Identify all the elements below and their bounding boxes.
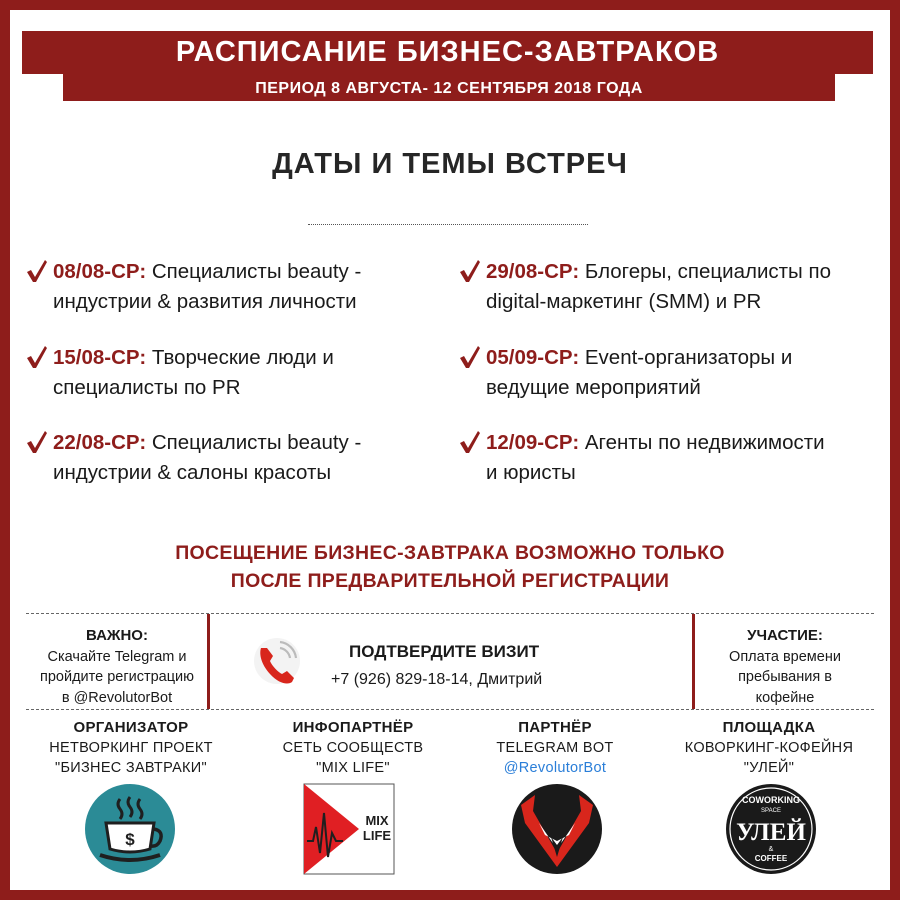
participation-text: пребывания в <box>738 669 832 685</box>
schedule-date: 08/08-СР: <box>53 260 147 283</box>
partner-name: "MIX LIFE" <box>316 760 390 776</box>
page-title: РАСПИСАНИЕ БИЗНЕС-ЗАВТРАКОВ <box>22 31 873 74</box>
important-heading: ВАЖНО: <box>86 627 148 644</box>
partner-role: ПЛОЩАДКА <box>722 719 816 736</box>
divider <box>26 613 874 614</box>
partner-name: НЕТВОРКИНГ ПРОЕКТ <box>49 740 213 756</box>
mix-life-text: LIFE <box>362 828 392 843</box>
period-subtitle: ПЕРИОД 8 АВГУСТА- 12 СЕНТЯБРЯ 2018 ГОДА <box>63 74 835 101</box>
schedule-topic-cont: ведущие мероприятий <box>486 376 701 399</box>
partner-organizer <box>26 718 236 778</box>
schedule-topic-cont: специалисты по PR <box>53 376 241 399</box>
checkmark-icon <box>26 259 48 283</box>
schedule-date: 05/09-СР: <box>486 346 580 369</box>
checkmark-icon <box>459 259 481 283</box>
partner-role: ОРГАНИЗАТОР <box>73 719 189 736</box>
uley-logo <box>725 783 817 875</box>
schedule-topic: Специалисты beauty - <box>146 431 362 454</box>
bot-link[interactable]: @RevolutorBot <box>503 760 607 776</box>
partner-telegram-bot <box>450 718 660 778</box>
uley-amp-text: & <box>768 846 774 853</box>
schedule-date: 29/08-СР: <box>486 260 580 283</box>
section-title: ДАТЫ И ТЕМЫ ВСТРЕЧ <box>272 148 628 180</box>
schedule-topic-cont: индустрии & развития личности <box>53 290 357 313</box>
participation-text: кофейне <box>755 689 815 706</box>
schedule-topic-cont: индустрии & салоны красоты <box>53 461 332 484</box>
uley-main-text: УЛЕЙ <box>736 819 806 846</box>
important-text: в @RevolutorBot <box>61 689 173 706</box>
contact-phone: +7 (926) 829-18-14, Дмитрий <box>331 671 543 688</box>
participation-text: Оплата времени <box>729 648 841 665</box>
important-text: Скачайте Telegram и <box>47 648 187 665</box>
schedule-date: 22/08-СР: <box>53 431 147 454</box>
schedule-date: 15/08-СР: <box>53 346 147 369</box>
participation-heading: УЧАСТИЕ: <box>747 627 823 644</box>
uley-bottom-text: COFFEE <box>754 854 788 863</box>
partner-venue <box>664 718 874 778</box>
partner-role: ИНФОПАРТНЁР <box>292 719 414 736</box>
notice-line: ПОСЕЩЕНИЕ БИЗНЕС-ЗАВТРАКА ВОЗМОЖНО ТОЛЬКО <box>175 542 725 564</box>
phone-icon <box>252 634 302 688</box>
checkmark-icon <box>26 345 48 369</box>
schedule-date: 12/09-СР: <box>486 431 580 454</box>
partner-name: "БИЗНЕС ЗАВТРАКИ" <box>55 760 207 776</box>
confirm-title: ПОДТВЕРДИТЕ ВИЗИТ <box>349 642 540 661</box>
partner-name: КОВОРКИНГ-КОФЕЙНЯ <box>684 740 854 756</box>
schedule-topic: Специалисты beauty - <box>146 260 362 283</box>
coffee-cup-logo <box>84 783 176 875</box>
partner-role: ПАРТНЁР <box>518 719 592 736</box>
important-text: пройдите регистрацию <box>39 669 195 685</box>
schedule-topic: Event-организаторы и <box>579 346 793 369</box>
checkmark-icon <box>459 430 481 454</box>
important-block <box>26 626 208 708</box>
revolutor-bot-logo <box>511 783 603 875</box>
schedule-topic-cont: и юристы <box>486 461 576 484</box>
schedule-topic: Агенты по недвижимости <box>579 431 825 454</box>
schedule-topic: Творческие люди и <box>146 346 334 369</box>
schedule-topic-cont: digital-маркетинг (SMM) и PR <box>486 290 762 313</box>
participation-block <box>696 626 874 708</box>
column-divider <box>692 614 695 709</box>
notice-line: ПОСЛЕ ПРЕДВАРИТЕЛЬНОЙ РЕГИСТРАЦИИ <box>230 570 670 592</box>
mix-life-text: MIX <box>365 813 389 828</box>
partner-name: СЕТЬ СООБЩЕСТВ <box>282 740 424 756</box>
partner-infopartner <box>248 718 458 778</box>
checkmark-icon <box>26 430 48 454</box>
registration-notice <box>0 539 900 595</box>
mix-life-logo <box>303 783 395 875</box>
divider <box>308 224 588 225</box>
divider <box>26 709 874 710</box>
uley-space-text: SPACE <box>761 808 781 814</box>
partner-name: TELEGRAM BOT <box>496 740 614 756</box>
uley-top-text: COWORKING <box>742 795 800 805</box>
schedule-topic: Блогеры, специалисты по <box>579 260 831 283</box>
partner-name: "УЛЕЙ" <box>743 760 795 776</box>
cup-dollar-symbol: $ <box>125 830 135 849</box>
checkmark-icon <box>459 345 481 369</box>
